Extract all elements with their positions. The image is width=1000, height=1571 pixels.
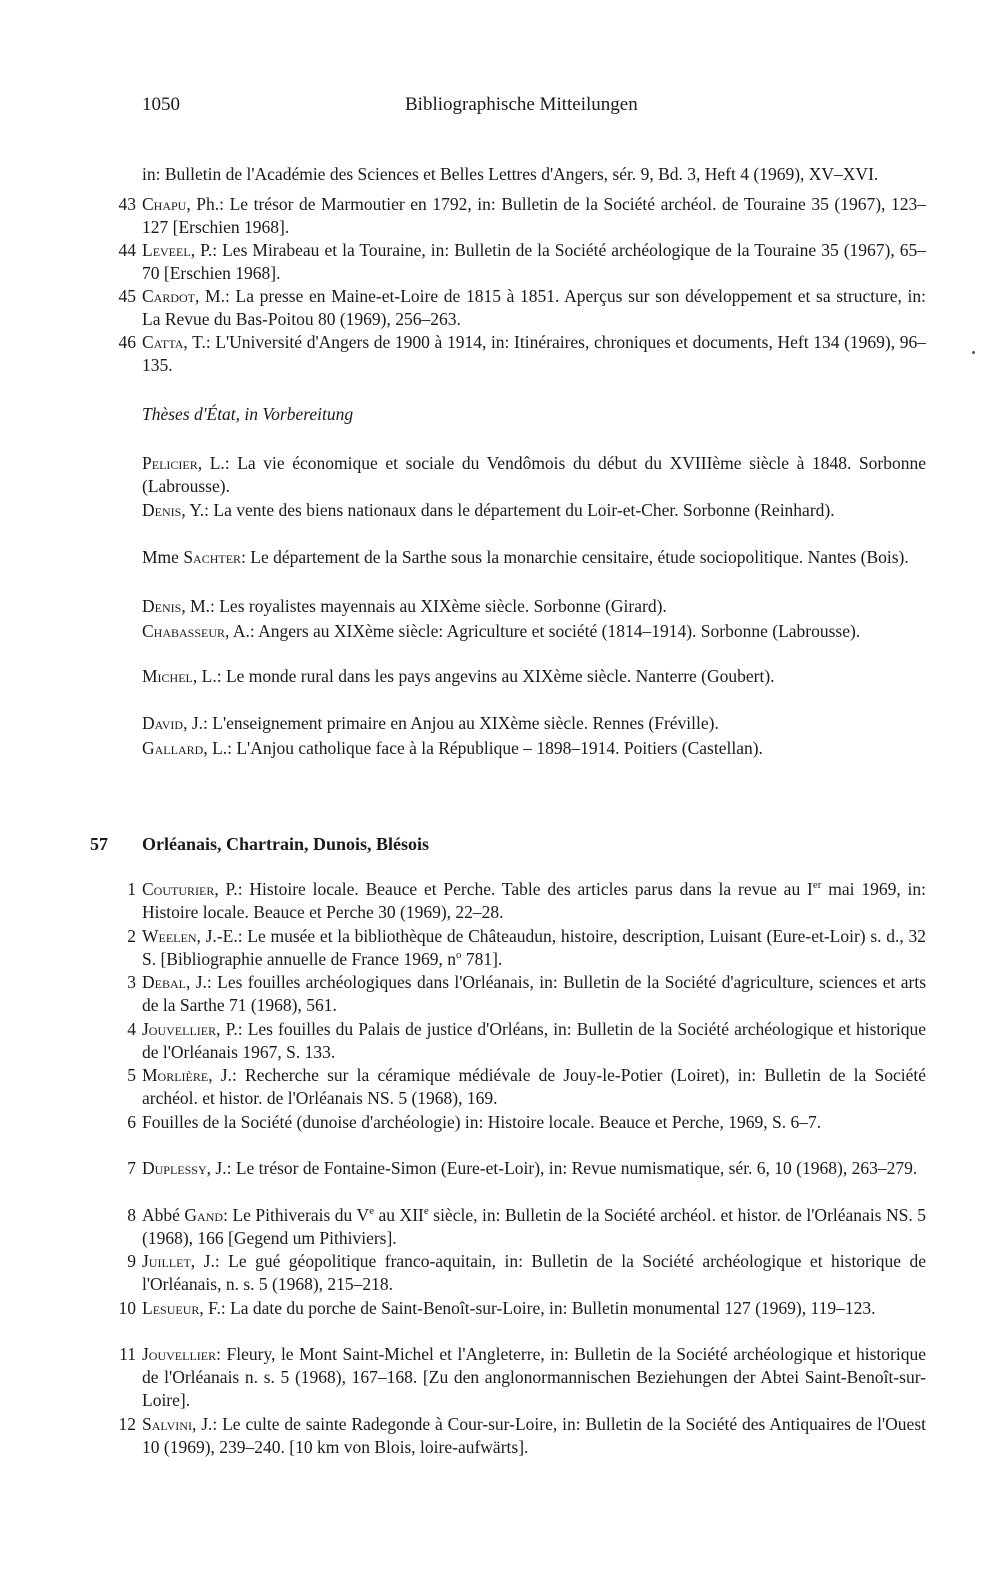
thesis-item (142, 546, 926, 569)
thesis-item (142, 665, 926, 688)
entry-number: 43 (118, 194, 136, 214)
section-title: Orléanais, Chartrain, Dunois, Blésois (142, 834, 430, 854)
entry-46 (118, 331, 926, 377)
entry-text: , J.: Les fouilles archéologiques dans l'Orléanais, in: Bulletin de la Société d'agriculture, sciences et arts de la Sarthe 71 (1968), 561. (142, 972, 926, 1015)
entry-12 (118, 1413, 926, 1459)
entry-text-cont: mai 1969, in: Histoire locale. Beauce et Perche 30 (1969), 22–28. (142, 879, 926, 922)
entry-text: , P.: Les fouilles du Palais de justice d'Orléans, in: Bulletin de la Société archéologique et historique de l'Orléanais 1967, S. 133. (142, 1019, 926, 1062)
thesis-author: Denis (142, 500, 182, 520)
superscript: e (423, 1205, 429, 1218)
thesis-text: , L.: Le monde rural dans les pays angevins au XIXème siècle. Nanterre (Goubert). (192, 666, 775, 686)
entry-text-cont: au XII (374, 1205, 424, 1225)
entry-text: , T.: L'Université d'Angers de 1900 à 1914, in: Itinéraires, chroniques et documents, Heft 134 (1969), 96–135. (142, 332, 926, 375)
entry-9 (127, 1250, 926, 1296)
entry-text: , F.: La date du porche de Saint-Benoît-sur-Loire, in: Bulletin monumental 127 (1969), 119–123. (199, 1298, 876, 1318)
thesis-prefix: Mme (142, 547, 184, 567)
entry-author: Leveel (142, 240, 191, 260)
entry-author: Duplessy (142, 1158, 207, 1178)
entry-number: 7 (127, 1158, 136, 1178)
entry-author: Jouvellier (142, 1344, 217, 1364)
thesis-item (142, 452, 926, 498)
entry-text: , J.: Le trésor de Fontaine-Simon (Eure-et-Loir), in: Revue numismatique, sér. 6, 10 (1968), 263–279. (206, 1158, 918, 1178)
running-title: Bibliographische Mitteilungen (405, 94, 638, 115)
thesis-author: David (142, 713, 184, 733)
thesis-item (142, 712, 926, 735)
entry-number: 8 (127, 1205, 136, 1225)
margin-dot (972, 351, 975, 354)
thesis-item (142, 737, 926, 760)
thesis-item (142, 620, 926, 643)
entry-author: Salvini (142, 1414, 192, 1434)
entry-author: Cardot (142, 286, 196, 306)
entry-number: 6 (127, 1112, 136, 1132)
entry-1 (127, 878, 926, 924)
entry-5 (127, 1064, 926, 1110)
entry-text: , P.: Les Mirabeau et la Touraine, in: Bulletin de la Société archéologique de la Touraine 35 (1967), 65–70 [Erschien 1968]. (142, 240, 926, 283)
entry-author: Weelen (142, 926, 197, 946)
entry-text: , J.: Le culte de sainte Radegonde à Cour-sur-Loire, in: Bulletin de la Société des Antiquaires de l'Ouest 10 (1969), 239–240. [10 km von Blois, loire-aufwärts]. (142, 1414, 926, 1457)
thesis-author: Denis (142, 596, 182, 616)
page-number: 1050 (142, 94, 180, 115)
entry-author: Morlière (142, 1065, 209, 1085)
entry-author: Couturier (142, 879, 215, 899)
entry-prefix: Abbé (142, 1205, 185, 1225)
section-number: 57 (90, 834, 108, 854)
thesis-text: , M.: Les royalistes mayennais au XIXème siècle. Sorbonne (Girard). (181, 596, 667, 616)
thesis-text: , L.: L'Anjou catholique face à la République – 1898–1914. Poitiers (Castellan). (203, 738, 763, 758)
superscript: er (812, 879, 822, 892)
entry-text-cont: 781]. (461, 949, 503, 969)
entry-author: Catta (142, 332, 184, 352)
entry-10 (118, 1297, 926, 1320)
superscript: e (369, 1205, 375, 1218)
thesis-item (142, 499, 926, 522)
entry-11 (119, 1343, 926, 1412)
entry-author: Chapu (142, 194, 187, 214)
entry-author: Debal (142, 972, 186, 992)
entry-45 (118, 285, 926, 331)
entry-text: , P.: Histoire locale. Beauce et Perche. Table des articles parus dans la revue au I (214, 879, 813, 899)
entry-number: 5 (127, 1065, 136, 1085)
entry-number: 3 (127, 972, 136, 992)
entry-text: , J.: Recherche sur la céramique médiévale de Jouy-le-Potier (Loiret), in: Bulletin de la Société archéol. et histor. de l'Orléanais NS. 5 (1968), 169. (142, 1065, 926, 1108)
thesis-item (142, 595, 926, 618)
entry-text: , J.: Le gué géopolitique franco-aquitain, in: Bulletin de la Société archéologique et historique de l'Orléanais, n. s. 5 (1968), 215–218. (142, 1251, 926, 1294)
entry-text: , M.: La presse en Maine-et-Loire de 1815 à 1851. Aperçus sur son développement et sa structure, in: La Revue du Bas-Poitou 80 (1969), 256–263. (142, 286, 926, 329)
entry-44 (118, 239, 926, 285)
entry-4 (127, 1018, 926, 1064)
thesis-author: Gallard (142, 738, 204, 758)
entry-text: Fouilles de la Société (dunoise d'archéologie) in: Histoire locale. Beauce et Perche, 1969, S. 6–7. (142, 1112, 822, 1132)
thesis-author: Pelicier (142, 453, 198, 473)
entry-author: Gand (184, 1205, 224, 1225)
thesis-text: , J.: L'enseignement primaire en Anjou au XIXème siècle. Rennes (Fréville). (183, 713, 719, 733)
thesis-author: Michel (142, 666, 193, 686)
entry-3 (127, 971, 926, 1017)
entry-8 (127, 1204, 927, 1250)
thesis-text: , L.: La vie économique et sociale du Vendômois du début du XVIIIème siècle à 1848. Sorbonne (Labrousse). (142, 453, 926, 496)
thesis-author: Sachter (183, 547, 242, 567)
entry-text: , J.-E.: Le musée et la bibliothèque de Châteaudun, histoire, description, Luisant (Eure-et-Loir) s. d., 32 S. [Bibliographie annuelle de France 1969, n (142, 926, 926, 969)
entry-number: 10 (118, 1298, 136, 1318)
thesis-text: , Y.: La vente des biens nationaux dans le département du Loir-et-Cher. Sorbonne (Reinhard). (181, 500, 835, 520)
entry-author: Lesueur (142, 1298, 200, 1318)
thesis-text: , A.: Angers au XIXème siècle: Agriculture et société (1814–1914). Sorbonne (Labrousse). (225, 621, 861, 641)
entry-number: 2 (127, 926, 136, 946)
entry-number: 44 (118, 240, 136, 260)
entry-43 (118, 193, 926, 239)
entry-6 (127, 1111, 926, 1134)
entry-text-cont: siècle, in: Bulletin de la Société archéol. et histor. de l'Orléanais NS. 5 (1968), 166 [Gegend um Pithiviers]. (142, 1205, 927, 1248)
entry-text: : Le Pithiverais du V (223, 1205, 370, 1225)
entry-number: 45 (118, 286, 136, 306)
entry-text: : Fleury, le Mont Saint-Michel et l'Angleterre, in: Bulletin de la Société archéologique et historique de l'Orléanais n. s. 5 (1968), 167–168. [Zu den anglonormannischen Beziehungen der Abtei Saint-Benoît-sur-Loire]. (142, 1344, 926, 1410)
entry-number: 12 (118, 1414, 136, 1434)
thesis-author: Chabasseur (142, 621, 226, 641)
entry-number: 1 (127, 879, 136, 899)
entry-author: Juillet (142, 1251, 191, 1271)
entry-text: , Ph.: Le trésor de Marmoutier en 1792, in: Bulletin de la Société archéol. de Touraine 35 (1967), 123–127 [Erschien 1968]. (142, 194, 926, 237)
continuation-text: in: Bulletin de l'Académie des Sciences et Belles Lettres d'Angers, sér. 9, Bd. 3, Heft 4 (1969), XV–XVI. (142, 163, 879, 184)
entry-number: 46 (118, 332, 136, 352)
entry-7 (127, 1157, 926, 1180)
entry-number: 9 (127, 1251, 136, 1271)
thesis-text: : Le département de la Sarthe sous la monarchie censitaire, étude sociopolitique. Nantes (Bois). (241, 547, 909, 567)
entry-author: Jouvellier (142, 1019, 217, 1039)
theses-heading: Thèses d'État, in Vorbereitung (142, 404, 354, 424)
superscript: o (455, 949, 462, 962)
entry-2 (127, 925, 926, 971)
entry-number: 11 (119, 1344, 136, 1364)
entry-number: 4 (127, 1019, 136, 1039)
